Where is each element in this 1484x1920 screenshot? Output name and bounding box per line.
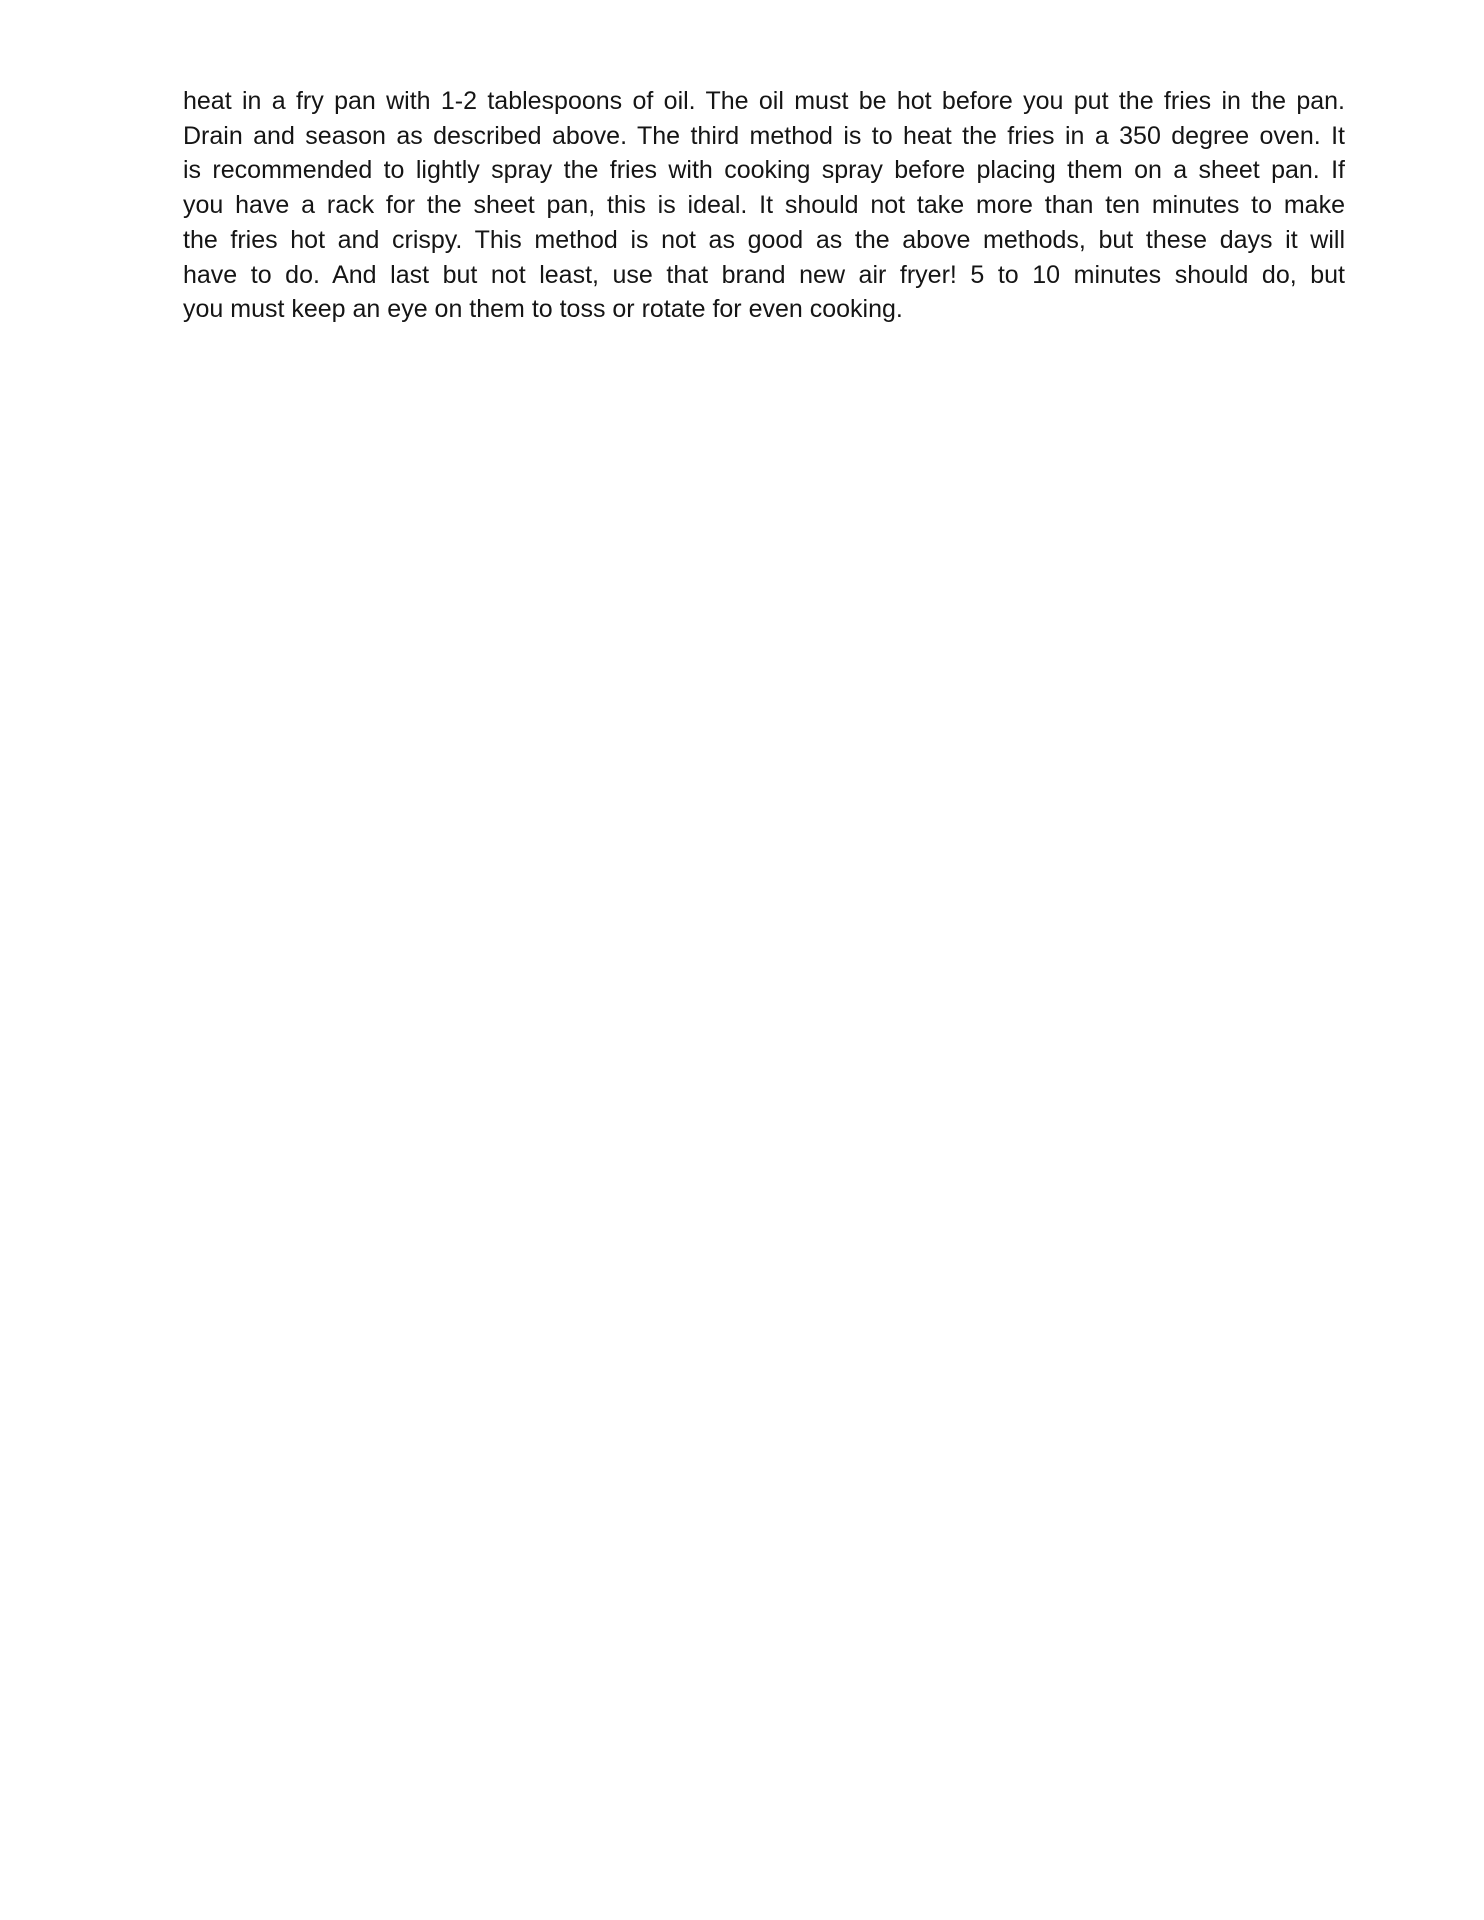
paragraph-line-last: you must keep an eye on them to toss or rotate for even cooking. [183, 295, 903, 324]
paragraph-line: Drain and season as described above. The third method is to heat the fries in a 350 degree oven. It [183, 121, 1345, 150]
paragraph-line: is recommended to lightly spray the fries with cooking spray before placing them on a sheet pan. If [183, 156, 1345, 185]
paragraph-block [183, 84, 1345, 327]
paragraph-line: the fries hot and crispy. This method is not as good as the above methods, but these days it will [183, 225, 1345, 254]
paragraph-line: have to do. And last but not least, use that brand new air fryer! 5 to 10 minutes should do, but [183, 260, 1345, 289]
paragraph-line: heat in a fry pan with 1-2 tablespoons of oil. The oil must be hot before you put the fries in the pan. [183, 87, 1345, 115]
paragraph-line: you have a rack for the sheet pan, this is ideal. It should not take more than ten minutes to make [183, 191, 1345, 220]
